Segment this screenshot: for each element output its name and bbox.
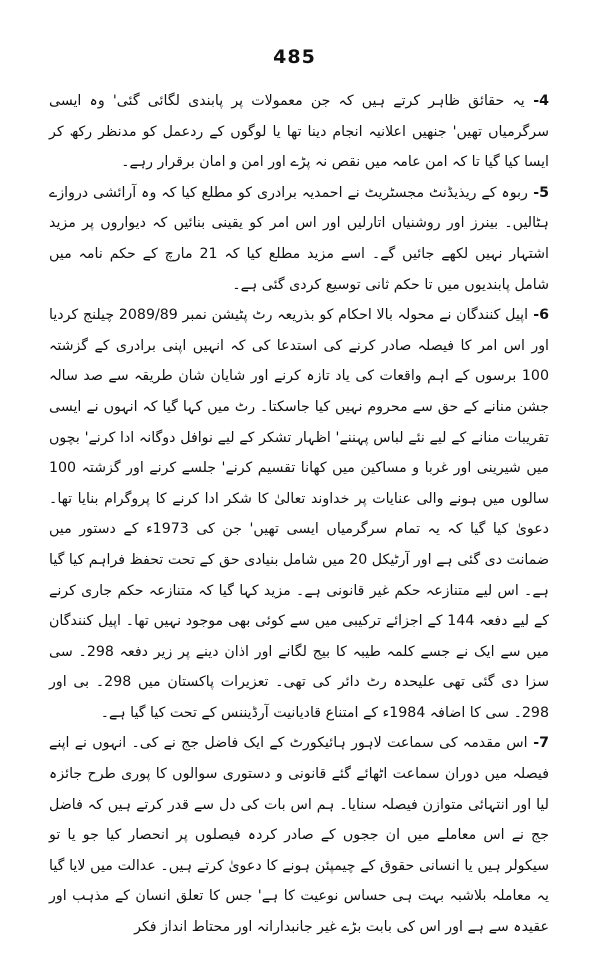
paragraph-6 [49, 300, 549, 728]
paragraph-text: ربوہ کے ریذیڈنٹ مجسٹریٹ نے احمدیہ برادری کو مطلع کیا کہ وہ آرائشی دروازے ہٹالیں۔ بینرز اور روشنیاں اتارلیں اور اس امر کو یقینی بنائیں کہ دیواروں پر مزید اشتہار نہیں لکھے جائیں گے۔ اسے مزید مطلع کیا کہ 21 مارچ کے حکم نامہ میں شامل پابندیوں میں تا حکم ثانی توسیع کردی گئی ہے۔ [49, 184, 549, 293]
paragraph-number: 7- [527, 735, 550, 752]
paragraph-text: اس مقدمہ کی سماعت لاہور ہائیکورٹ کے ایک فاضل جج نے کی۔ انہوں نے اپنے فیصلہ میں دوران سماعت اٹھائے گئے قانونی و دستوری سوالوں کا پوری طرح جائزہ لیا اور انتہائی متوازن فیصلہ سنایا۔ ہم اس بات کی دل سے قدر کرتے ہیں کہ فاضل جج نے اس معاملے میں ان ججوں کے صادر کردہ فیصلوں پر انحصار کیا جو یا تو سیکولر ہیں یا انسانی حقوق کے چیمپئن ہونے کا دعویٰ کرتے ہیں۔ عدالت میں لایا گیا یہ معاملہ بلاشبہ بہت ہی حساس نوعیت کا ہے' جس کا تعلق انسان کے مذہب اور عقیدہ سے ہے اور اس کی بابت بڑے غیر جانبدارانہ اور محتاط انداز فکر [49, 735, 549, 936]
paragraph-text: اپیل کنندگان نے محولہ بالا احکام کو بذریعہ رٹ پٹیشن نمبر 2089/89 چیلنج کردیا اور اس امر کا فیصلہ صادر کرنے کی استدعا کی کہ انہیں اپنی برادری کے گزشتہ 100 برسوں کے اہم واقعات کی یاد تازہ کرنے اور شایان شان طریقہ سے صد سالہ جشن منانے کے حق سے محروم نہیں کیا جاسکتا۔ رٹ میں کہا گیا کہ انہوں نے ایسی تقریبات منانے کے لیے نئے لباس پہننے' اظہار تشکر کے لیے نوافل دوگانہ ادا کرنے' بچوں میں شیرینی اور غربا و مساکین میں کھانا تقسیم کرنے' جلسے کرنے اور گزشتہ 100 سالوں میں ہونے والی عنایات پر خداوند تعالیٰ کا شکر ادا کرنے کا پروگرام بنایا تھا۔ دعویٰ کیا گیا کہ یہ تمام سرگرمیاں ایسی تھیں' جن کی 1973ء کے دستور میں ضمانت دی گئی ہے اور آرٹیکل 20 میں شامل بنیادی حق کے تحت تحفظ فراہم کیا گیا ہے۔ اس لیے متنازعہ حکم غیر قانونی ہے۔ مزید کہا گیا کہ متنازعہ حکم جاری کرنے کے لیے دفعہ 144 کے اجزائے ترکیبی میں سے کوئی بھی موجود نہیں تھا۔ اپیل کنندگان میں سے ایک نے جسے کلمہ طیبہ کا بیج لگانے اور اذان دینے پر زیر دفعہ 298۔ سی سزا دی گئی تھی علیحدہ رٹ دائر کی تھی۔ تعزیرات پاکستان میں 298۔ بی اور 298۔ سی کا اضافہ 1984ء کے امتناع قادیانیت آرڈیننس کے تحت کیا گیا ہے۔ [49, 307, 550, 721]
paragraph-4 [49, 86, 549, 178]
paragraph-5 [49, 178, 549, 300]
paragraph-number: 4- [524, 93, 549, 109]
paragraph-number: 5- [527, 184, 549, 201]
body-text [49, 86, 549, 943]
paragraph-text: یہ حقائق ظاہر کرتے ہیں کہ جن معمولات پر پابندی لگائی گئی' وہ ایسی سرگرمیاں تھیں' جنھیں اعلانیہ انجام دینا تھا یا لوگوں کے ردعمل کو مدنظر رکھ کر ایسا کیا گیا تا کہ امن عامہ میں نقص نہ پڑے اور امن و امان برقرار رہے۔ [49, 93, 549, 171]
paragraph-7 [49, 728, 549, 942]
page-number: 485 [273, 46, 316, 68]
paragraph-number: 6- [528, 307, 550, 324]
